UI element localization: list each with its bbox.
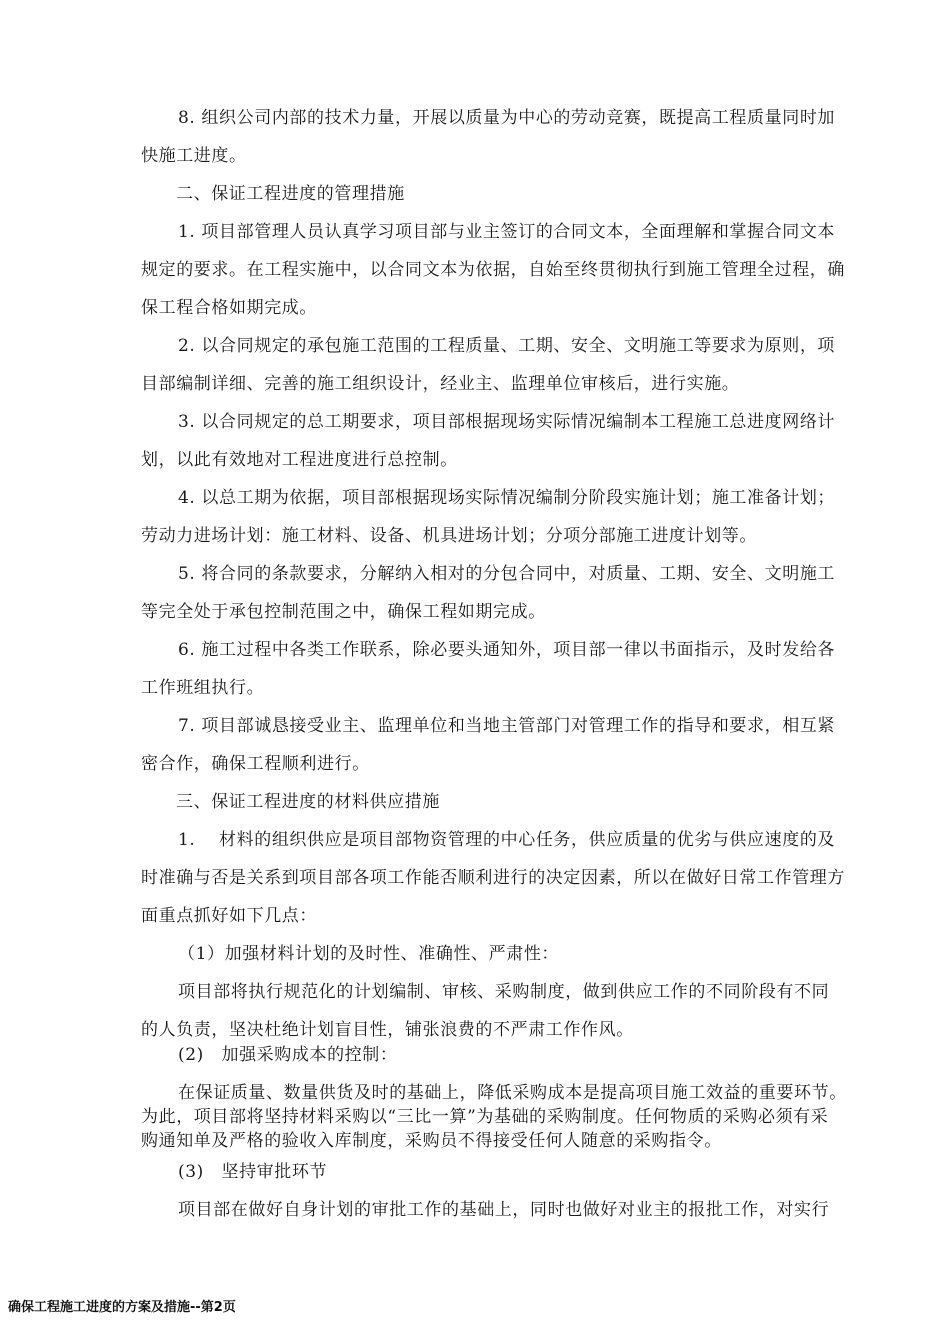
text-line: 劳动力进场计划：施工材料、设备、机具进场计划；分项分部施工进度计划等。 bbox=[141, 526, 757, 546]
text-line: 保工程合格如期完成。 bbox=[141, 298, 317, 318]
text-line: 5. 将合同的条款要求，分解纳入相对的分包合同中，对质量、工期、安全、文明施工 bbox=[178, 564, 836, 584]
text-line: 项目部将执行规范化的计划编制、审核、采购制度，做到供应工作的不同阶段有不同 bbox=[178, 982, 830, 1002]
text-line: 项目部在做好自身计划的审批工作的基础上，同时也做好对业主的报批工作，对实行 bbox=[178, 1200, 830, 1220]
text-line: 规定的要求。在工程实施中，以合同文本为依据，自始至终贯彻执行到施工管理全过程，确 bbox=[141, 260, 845, 280]
text-line: 在保证质量、数量供货及时的基础上，降低采购成本是提高项目施工效益的重要环节。 bbox=[178, 1083, 847, 1103]
sub-heading: (2) 加强采购成本的控制： bbox=[178, 1045, 398, 1065]
text-line: 购通知单及严格的验收入库制度，采购员不得接受任何人随意的采购指令。 bbox=[141, 1131, 722, 1151]
text-line: 8. 组织公司内部的技术力量，开展以质量为中心的劳动竞赛，既提高工程质量同时加 bbox=[178, 108, 836, 128]
text-line: 1. 项目部管理人员认真学习项目部与业主签订的合同文本，全面理解和掌握合同文本 bbox=[178, 222, 836, 242]
text-line: 等完全处于承包控制范围之中，确保工程如期完成。 bbox=[141, 602, 546, 622]
text-line: 密合作，确保工程顺利进行。 bbox=[141, 754, 370, 774]
text-line: 面重点抓好如下几点： bbox=[141, 906, 317, 926]
text-line: 2. 以合同规定的承包施工范围的工程质量、工期、安全、文明施工等要求为原则，项 bbox=[178, 336, 836, 356]
section-heading: 三、保证工程进度的材料供应措施 bbox=[176, 792, 440, 812]
text-line: 快施工进度。 bbox=[141, 146, 247, 166]
text-line: 7. 项目部诚恳接受业主、监理单位和当地主管部门对管理工作的指导和要求，相互紧 bbox=[178, 716, 836, 736]
text-line: 3. 以合同规定的总工期要求，项目部根据现场实际情况编制本工程施工总进度网络计 bbox=[178, 412, 836, 432]
text-line: 目部编制详细、完善的施工组织设计，经业主、监理单位审核后，进行实施。 bbox=[141, 374, 740, 394]
text-line: 6. 施工过程中各类工作联系，除必要头通知外，项目部一律以书面指示，及时发给各 bbox=[178, 640, 836, 660]
sub-heading: （1）加强材料计划的及时性、准确性、严肃性： bbox=[178, 944, 560, 964]
text-line: 时准确与否是关系到项目部各项工作能否顺利进行的决定因素，所以在做好日常工作管理方 bbox=[141, 868, 845, 888]
page-footer: 确保工程施工进度的方案及措施--第2页 bbox=[8, 1300, 236, 1315]
text-line: 4. 以总工期为依据，项目部根据现场实际情况编制分阶段实施计划；施工准备计划； bbox=[178, 488, 836, 508]
text-line: 划，以此有效地对工程进度进行总控制。 bbox=[141, 450, 458, 470]
section-heading: 二、保证工程进度的管理措施 bbox=[176, 184, 405, 204]
text-line: 为此，项目部将坚持材料采购以“三比一算”为基础的采购制度。任何物质的采购必须有采 bbox=[141, 1107, 829, 1127]
sub-heading: (3) 坚持审批环节 bbox=[178, 1162, 328, 1182]
text-line: 工作班组执行。 bbox=[141, 678, 265, 698]
text-line: 1. 材料的组织供应是项目部物资管理的中心任务，供应质量的优劣与供应速度的及 bbox=[178, 830, 836, 850]
text-line: 的人负责，坚决杜绝计划盲目性，铺张浪费的不严肃工作作风。 bbox=[141, 1020, 634, 1040]
